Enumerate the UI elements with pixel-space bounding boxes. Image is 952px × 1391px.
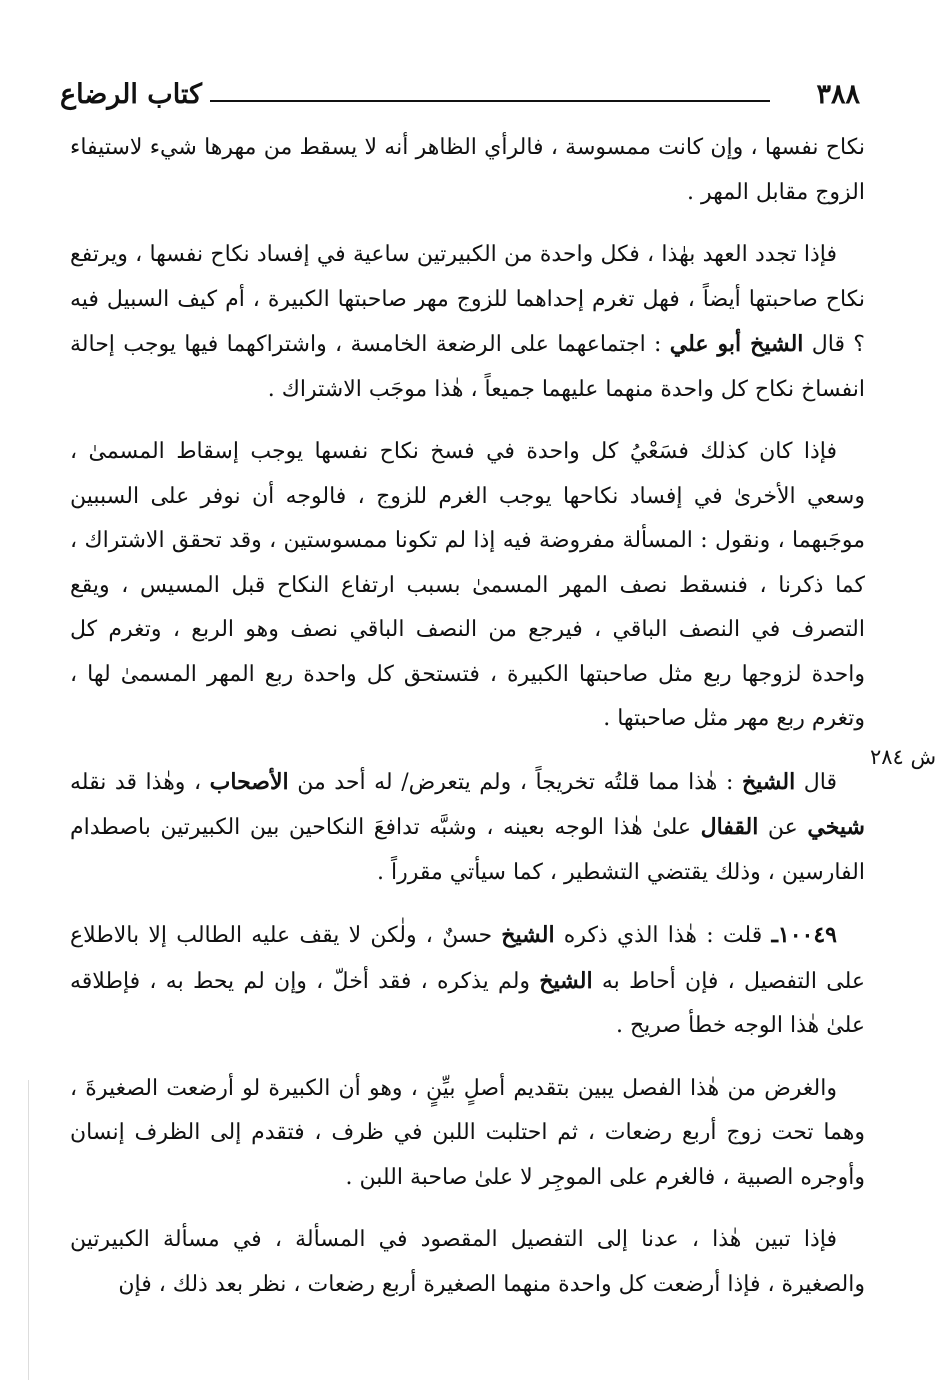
text-run: قال — [795, 769, 837, 795]
text-run: علىٰ هٰذا الوجه بعينه ، وشبَّه تدافعَ النكاحين بين الكبيرتين باصطدام الفارسين ، وذلك يقتضي التشطير ، كما سيأتي مقرراً . — [70, 815, 865, 885]
paragraph-6: والغرض من هٰذا الفصل يبين بتقديم أصلٍ بيِّنٍ ، وهو أن الكبيرة لو أرضعت الصغيرةَ ، وهما تحت زوج أربع رضعات ، ثم احتلبت اللبن في ظرف ، فتقدم إلى الظرف إنسان وأوجره الصبية ، فالغرم على الموجِر لا علىٰ صاحبة اللبن . — [70, 1075, 865, 1190]
paragraph-4 — [70, 760, 865, 896]
header-rule — [210, 100, 770, 102]
paragraph-3: فإذا كان كذلك فسَعْيُ كل واحدة في فسخ نكاح نفسها يوجب إسقاط المسمىٰ ، وسعي الأخرىٰ في إفساد نكاحها يوجب الغرم للزوج ، فالوجه أن نوفر على السببين موجَبهما ، ونقول : المسألة مفروضة فيه إذا لم تكونا ممسوستين ، وقد تحقق الاشتراك ، كما ذكرنا ، فنسقط نصف المهر المسمىٰ بسبب ارتفاع النكاح قبل المسيس ، ويقع التصرف في النصف الباقي ، فيرجع من النصف الباقي نصف وهو الربع ، وتغرم كل واحدة لزوجها ربع مثل صاحبتها الكبيرة ، فتستحق كل واحدة ربع المهر المسمىٰ لها ، وتغرم ربع مهر مثل صاحبتها . — [70, 439, 865, 731]
text-run: قلت : هٰذا الذي ذكره — [554, 923, 772, 948]
bold-name: الشيخ أبو علي — [669, 331, 804, 357]
paragraph-2-text-end: : اجتماعهما على الرضعة الخامسة ، واشتراكهما فيها يوجب إحالة انفساخ نكاح كل واحدة منهما عليهما جميعاً ، هٰذا موجَب الاشتراك . — [70, 332, 865, 402]
text-run: : هٰذا مما قلتُه تخريجاً ، ولم يتعرض/ له أحد من — [288, 769, 742, 795]
paragraph-2 — [70, 233, 865, 412]
page-number: ٣٨٨ — [816, 79, 860, 110]
paragraph-2-text: فإذا تجدد العهد بهٰذا ، فكل واحدة من الكبيرتين ساعية في إفساد نكاح نفسها ، ويرتفع نكاح صاحبتها أيضاً ، فهل تغرم إحداهما للزوج مهر صاحبتها الكبيرة ، أم كيف السبيل فيه ؟ قال — [70, 242, 865, 357]
bold-name: شيخي — [807, 814, 865, 840]
paragraph-7: فإذا تبين هٰذا ، عدنا إلى التفصيل المقصود في المسألة ، في مسألة الكبيرتين والصغيرة ، فإذا أرضعت كل واحدة منهما الصغيرة أربع رضعات ، نظر بعد ذلك ، فإن — [70, 1227, 865, 1297]
text-run: ، وهٰذا قد نقله — [70, 769, 210, 795]
text-run: عن — [758, 815, 808, 840]
page-header — [60, 78, 860, 118]
bold-name: الأصحاب — [209, 768, 289, 795]
running-title: كتاب الرضاع — [60, 79, 202, 110]
bold-name: الشيخ — [501, 922, 555, 948]
bold-name: الشيخ — [741, 768, 796, 795]
scan-edge-line — [28, 1080, 29, 1380]
issue-number: ١٠٠٤٩ـ — [771, 922, 837, 948]
text-run: ولم يذكره ، فقد أخلّ ، وإن لم يحط به ، فإطلاقه علىٰ هٰذا الوجه خطأ صريح . — [70, 968, 865, 1038]
margin-folio-note: ش ٢٨٤ — [870, 745, 937, 769]
paragraph-1: نكاح نفسها ، وإن كانت ممسوسة ، فالرأي الظاهر أنه لا يسقط من مهرها شيء لاستيفاء الزوج مقابل المهر . — [70, 135, 865, 205]
bold-name: القفال — [700, 814, 759, 840]
bold-name: الشيخ — [539, 967, 593, 994]
body-text — [70, 126, 865, 1315]
paragraph-5 — [70, 913, 865, 1049]
text-run: حسنٌ ، ولٰكن لا يقف عليه الطالب إلا بالاطلاع على التفصيل ، فإن أحاط به — [70, 923, 865, 994]
